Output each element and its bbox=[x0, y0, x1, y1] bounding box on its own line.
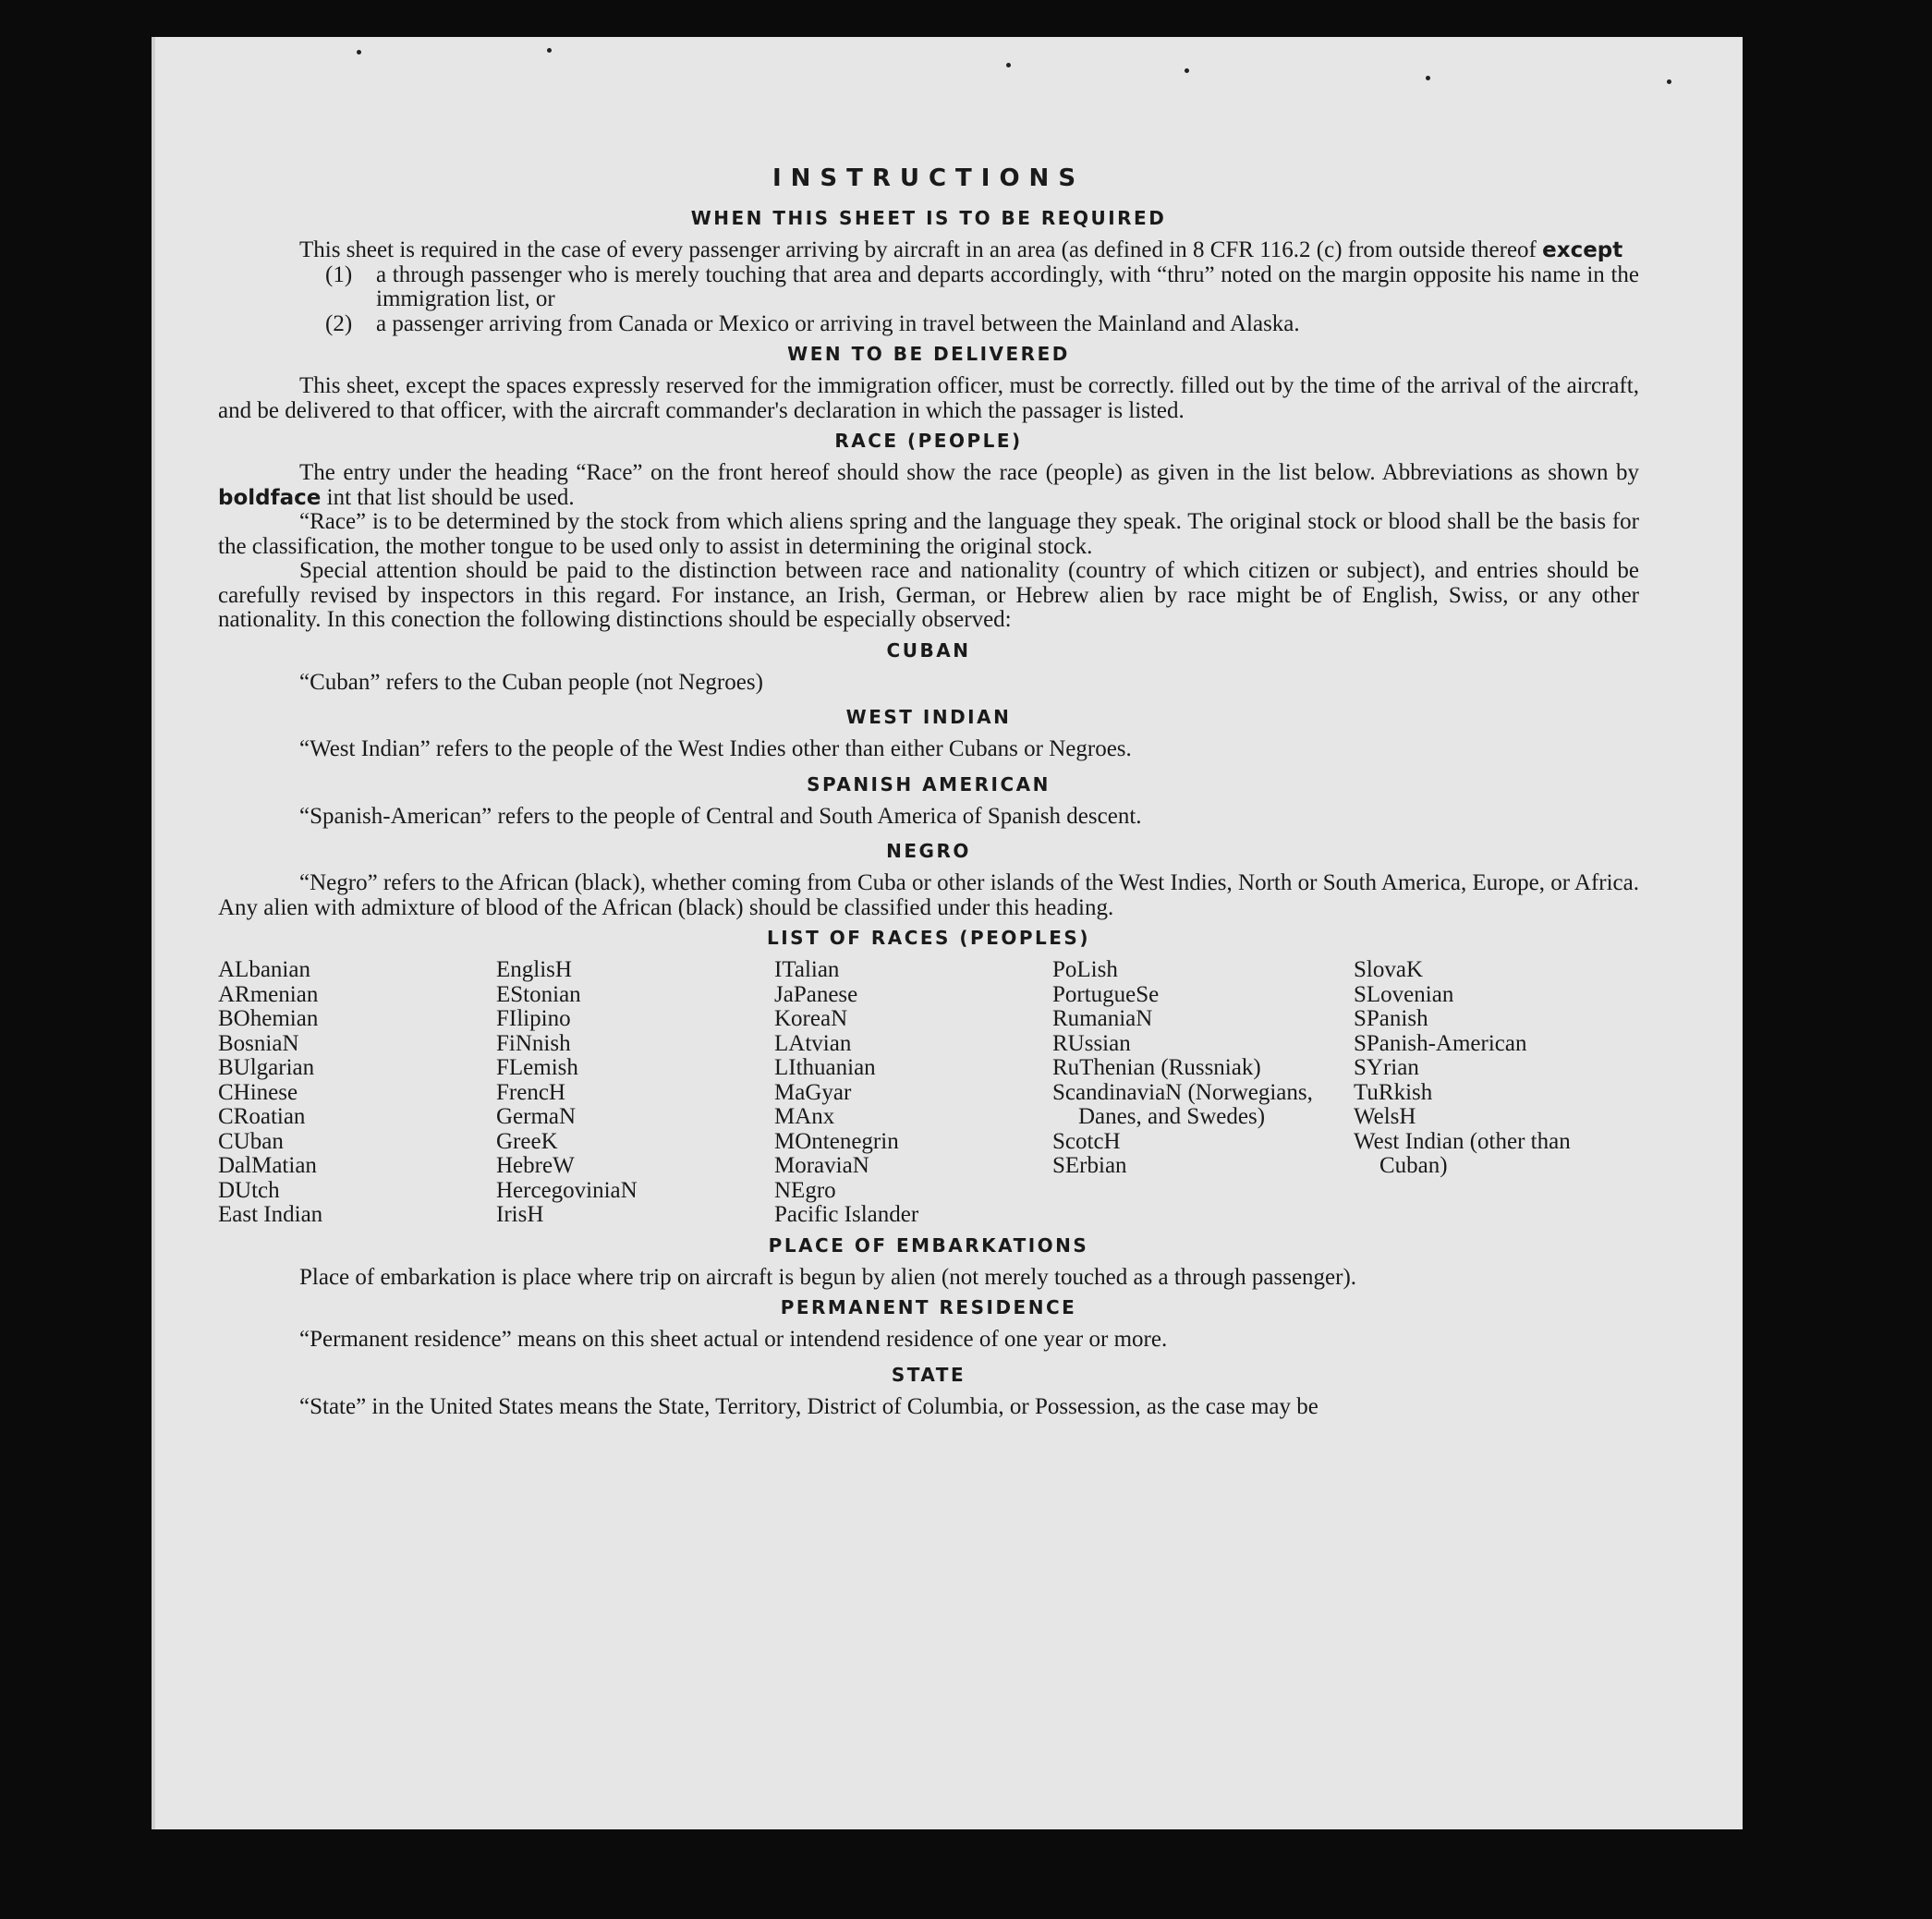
exception-item-1 bbox=[325, 263, 1639, 312]
heading-spanish-american: SPANISH AMERICAN bbox=[807, 772, 1051, 796]
race-item: HercegovinіaN bbox=[496, 1177, 638, 1203]
race-item: ITalian bbox=[774, 957, 840, 982]
residence-text: “Permanent residence” means on this sheet actual or intendend residence of one year or more. bbox=[299, 1327, 1168, 1352]
race-column-1 bbox=[218, 958, 496, 1228]
speck bbox=[1426, 76, 1430, 80]
race-item: DUtch bbox=[218, 1177, 280, 1203]
race-item: CRoatian bbox=[218, 1104, 306, 1129]
state-text: “State” in the United States means the State, Territory, District of Columbia, or Possession, as the case may be bbox=[299, 1393, 1318, 1419]
race-item: SYrian bbox=[1354, 1055, 1419, 1080]
exception-text: a through passenger who is merely touching that area and departs accordingly, with “thru” noted on the margin opposite his name in the immigration list, or bbox=[376, 261, 1639, 311]
race-item: CUban bbox=[218, 1128, 284, 1154]
race-item: West Indian (other than Cuban) bbox=[1354, 1128, 1571, 1178]
race-item: FrencH bbox=[496, 1079, 565, 1105]
boldface-word: boldface bbox=[218, 485, 322, 510]
race-item: MaGyar bbox=[774, 1079, 852, 1105]
speck bbox=[1006, 63, 1011, 67]
race-item: RUssian bbox=[1052, 1030, 1131, 1056]
page-title: INSTRUCTIONS bbox=[772, 164, 1086, 192]
race-item: SPanish-American bbox=[1354, 1030, 1527, 1056]
race-item: FiNnish bbox=[496, 1030, 571, 1056]
race-item: East Indian bbox=[218, 1202, 323, 1227]
race-item: SErbian bbox=[1052, 1153, 1127, 1178]
race-item: ScandinaviaN (Norwegians, Danes, and Swedes) bbox=[1052, 1079, 1313, 1129]
race-item: HebreW bbox=[496, 1153, 575, 1178]
speck bbox=[357, 50, 361, 55]
race-item: Pacific Islander bbox=[774, 1202, 919, 1227]
race-item: PoLish bbox=[1052, 957, 1118, 982]
race-paragraph-1: The entry under the heading “Race” on the front hereof should show the race (people) as given in the list below. Abbreviations as shown by boldface int that list should be used. bbox=[218, 460, 1639, 510]
required-intro: This sheet is required in the case of every passenger arriving by aircraft in an area (as defined in 8 CFR 116.2 (c) from outside thereof except bbox=[299, 237, 1623, 262]
race-item: EnglisH bbox=[496, 957, 572, 982]
race-item: BosniaN bbox=[218, 1030, 299, 1056]
heading-embarkation: PLACE OF EMBARKATIONS bbox=[768, 1233, 1089, 1257]
race-item: NEgro bbox=[774, 1177, 836, 1203]
speck bbox=[1185, 68, 1189, 73]
race-item: GreeK bbox=[496, 1128, 558, 1154]
page-edge bbox=[152, 37, 155, 1829]
race-item: ALbanian bbox=[218, 957, 310, 982]
race-item: MOntenegrin bbox=[774, 1128, 899, 1154]
race-item: ScotcH bbox=[1052, 1128, 1121, 1154]
heading-race: RACE (PEOPLE) bbox=[834, 430, 1023, 452]
race-list bbox=[218, 958, 1639, 1228]
cuban-text: “Cuban” refers to the Cuban people (not Negroes) bbox=[299, 669, 763, 695]
heading-negro: NEGRO bbox=[886, 840, 971, 862]
race-item: KoreaN bbox=[774, 1006, 848, 1031]
heading-list-of-races: LIST OF RACES (PEOPLES) bbox=[767, 927, 1090, 949]
race-item: LAtvian bbox=[774, 1030, 852, 1056]
race-item: RumaniaN bbox=[1052, 1006, 1153, 1031]
race-item: PortugueSe bbox=[1052, 981, 1160, 1007]
race-column-3 bbox=[774, 958, 1052, 1228]
race-item: EStonian bbox=[496, 981, 581, 1007]
race-paragraph-2: “Race” is to be determined by the stock from which aliens spring and the language they speak. The original stock or blood shall be the basis for the classification, the mother tongue to be used only to assist in determining the original stock. bbox=[218, 509, 1639, 559]
heading-permanent-residence: PERMANENT RESIDENCE bbox=[780, 1296, 1077, 1318]
race-item: BOhemian bbox=[218, 1006, 319, 1031]
race-column-4 bbox=[1052, 958, 1354, 1228]
embarkation-text: Place of embarkation is place where trip on aircraft is begun by alien (not merely touched as a through passenger). bbox=[299, 1264, 1357, 1290]
race-item: MAnx bbox=[774, 1104, 835, 1129]
race-item: MoraviaN bbox=[774, 1153, 869, 1178]
race-item: DalMatian bbox=[218, 1153, 317, 1178]
heading-state: STATE bbox=[891, 1363, 966, 1386]
race-item: SPanish bbox=[1354, 1006, 1428, 1031]
race-item: FIlipino bbox=[496, 1006, 571, 1031]
speck bbox=[547, 48, 552, 53]
race-column-2 bbox=[496, 958, 774, 1228]
race-item: CHinese bbox=[218, 1079, 298, 1105]
race-paragraph-3: Special attention should be paid to the distinction between race and nationality (country of which citizen or subject), and entries should be carefully revised by inspectors in this regard. For instance, an Irish, German, or Hebrew alien by race might be of English, Swiss, or any other nationality. In this conection the following distinctions should be especially observed: bbox=[218, 558, 1639, 632]
race-item: ARmenian bbox=[218, 981, 319, 1007]
race-item: SlovaK bbox=[1354, 957, 1423, 982]
race-item: BUlgarian bbox=[218, 1055, 315, 1080]
speck bbox=[1667, 79, 1671, 84]
except-bold: except bbox=[1542, 238, 1623, 262]
race-item: JaPanese bbox=[774, 981, 858, 1007]
heading-west-indian: WEST INDIAN bbox=[845, 706, 1012, 728]
race-item: GermaN bbox=[496, 1104, 577, 1129]
delivered-text: This sheet, except the spaces expressly reserved for the immigration officer, must be correctly. filled out by the time of the arrival of the aircraft, and be delivered to that officer, with the aircraft commander's declaration in which the passager is listed. bbox=[218, 373, 1639, 423]
exception-number: (2) bbox=[325, 310, 353, 336]
exception-text: a passenger arriving from Canada or Mexico or arriving in travel between the Mainland and Alaska. bbox=[376, 310, 1300, 336]
heading-cuban: CUBAN bbox=[886, 638, 971, 662]
instruction-sheet bbox=[155, 37, 1743, 1829]
heading-when-required: WHEN THIS SHEET IS TO BE REQUIRED bbox=[690, 207, 1167, 229]
race-item: LIthuanian bbox=[774, 1055, 876, 1080]
race-item: SLovenian bbox=[1354, 981, 1454, 1007]
heading-when-delivered: WEN TO BE DELIVERED bbox=[787, 343, 1070, 365]
west-indian-text: “West Indian” refers to the people of the West Indies other than either Cubans or Negroes. bbox=[299, 736, 1132, 761]
negro-text: “Negro” refers to the African (black), whether coming from Cuba or other islands of the West Indies, North or South America, Europe, or Africa. Any alien with admixture of blood of the African (black) should be classified under this heading. bbox=[218, 870, 1639, 920]
race-item: FLemish bbox=[496, 1055, 578, 1080]
exception-number: (1) bbox=[325, 261, 353, 287]
race-item: WelsH bbox=[1354, 1104, 1416, 1129]
race-column-5 bbox=[1354, 958, 1612, 1228]
exception-item-2 bbox=[325, 312, 1639, 337]
spanish-american-text: “Spanish-American” refers to the people of Central and South America of Spanish descent. bbox=[299, 803, 1142, 829]
race-item: RuThenian (Russniak) bbox=[1052, 1055, 1261, 1080]
race-item: IrisH bbox=[496, 1202, 544, 1227]
race-item: TuRkish bbox=[1354, 1079, 1433, 1105]
